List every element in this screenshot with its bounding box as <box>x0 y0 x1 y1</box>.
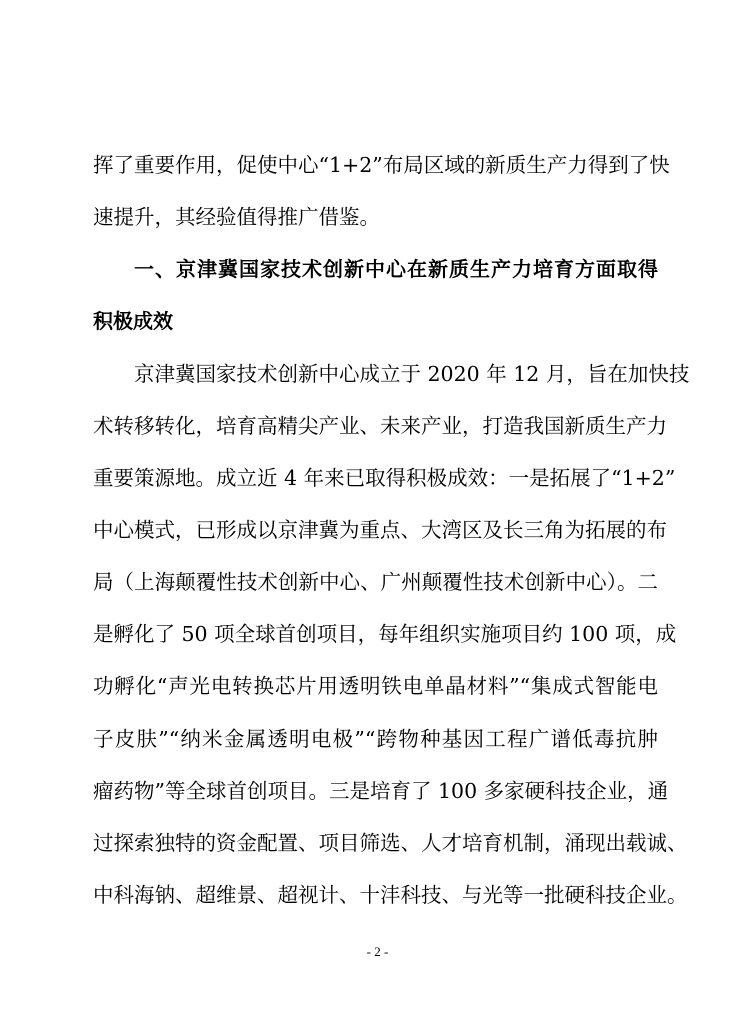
paragraph-line: 子皮肤”“纳米金属透明电极”“跨物种基因工程广谱低毒抗肿 <box>93 727 658 751</box>
paragraph-line-continuation: 挥了重要作用，促使中心“1+2”布局区域的新质生产力得到了快 <box>93 153 670 177</box>
section-heading: 一、京津冀国家技术创新中心在新质生产力培育方面取得 <box>134 257 658 281</box>
paragraph-line: 重要策源地。成立近 4 年来已取得积极成效：一是拓展了“1+2” <box>93 466 676 490</box>
paragraph-line: 京津冀国家技术创新中心成立于 2020 年 12 月，旨在加快技 <box>134 362 690 386</box>
section-heading-end: 积极成效 <box>93 309 173 333</box>
paragraph-line: 瘤药物”等全球首创项目。三是培育了 100 多家硬科技企业，通 <box>93 779 669 803</box>
paragraph-line-continuation-end: 速提升，其经验值得推广借鉴。 <box>93 205 380 229</box>
paragraph-line: 是孵化了 50 项全球首创项目，每年组织实施项目约 100 项，成 <box>93 622 677 646</box>
paragraph-line: 过探索独特的资金配置、项目筛选、人才培育机制，涌现出载诚、 <box>93 831 688 855</box>
paragraph-line: 术转移转化，培育高精尖产业、未来产业，打造我国新质生产力 <box>93 414 667 438</box>
paragraph-line: 中科海钠、超维景、超视计、十沣科技、与光等一批硬科技企业。 <box>93 883 688 907</box>
paragraph-line: 局（上海颠覆性技术创新中心、广州颠覆性技术创新中心）。二 <box>93 570 658 594</box>
paragraph-line: 功孵化“声光电转换芯片用透明铁电单晶材料”“集成式智能电 <box>93 674 658 698</box>
paragraph-line: 中心模式，已形成以京津冀为重点、大湾区及长三角为拓展的布 <box>93 518 667 542</box>
page-number: - 2 - <box>366 944 389 959</box>
